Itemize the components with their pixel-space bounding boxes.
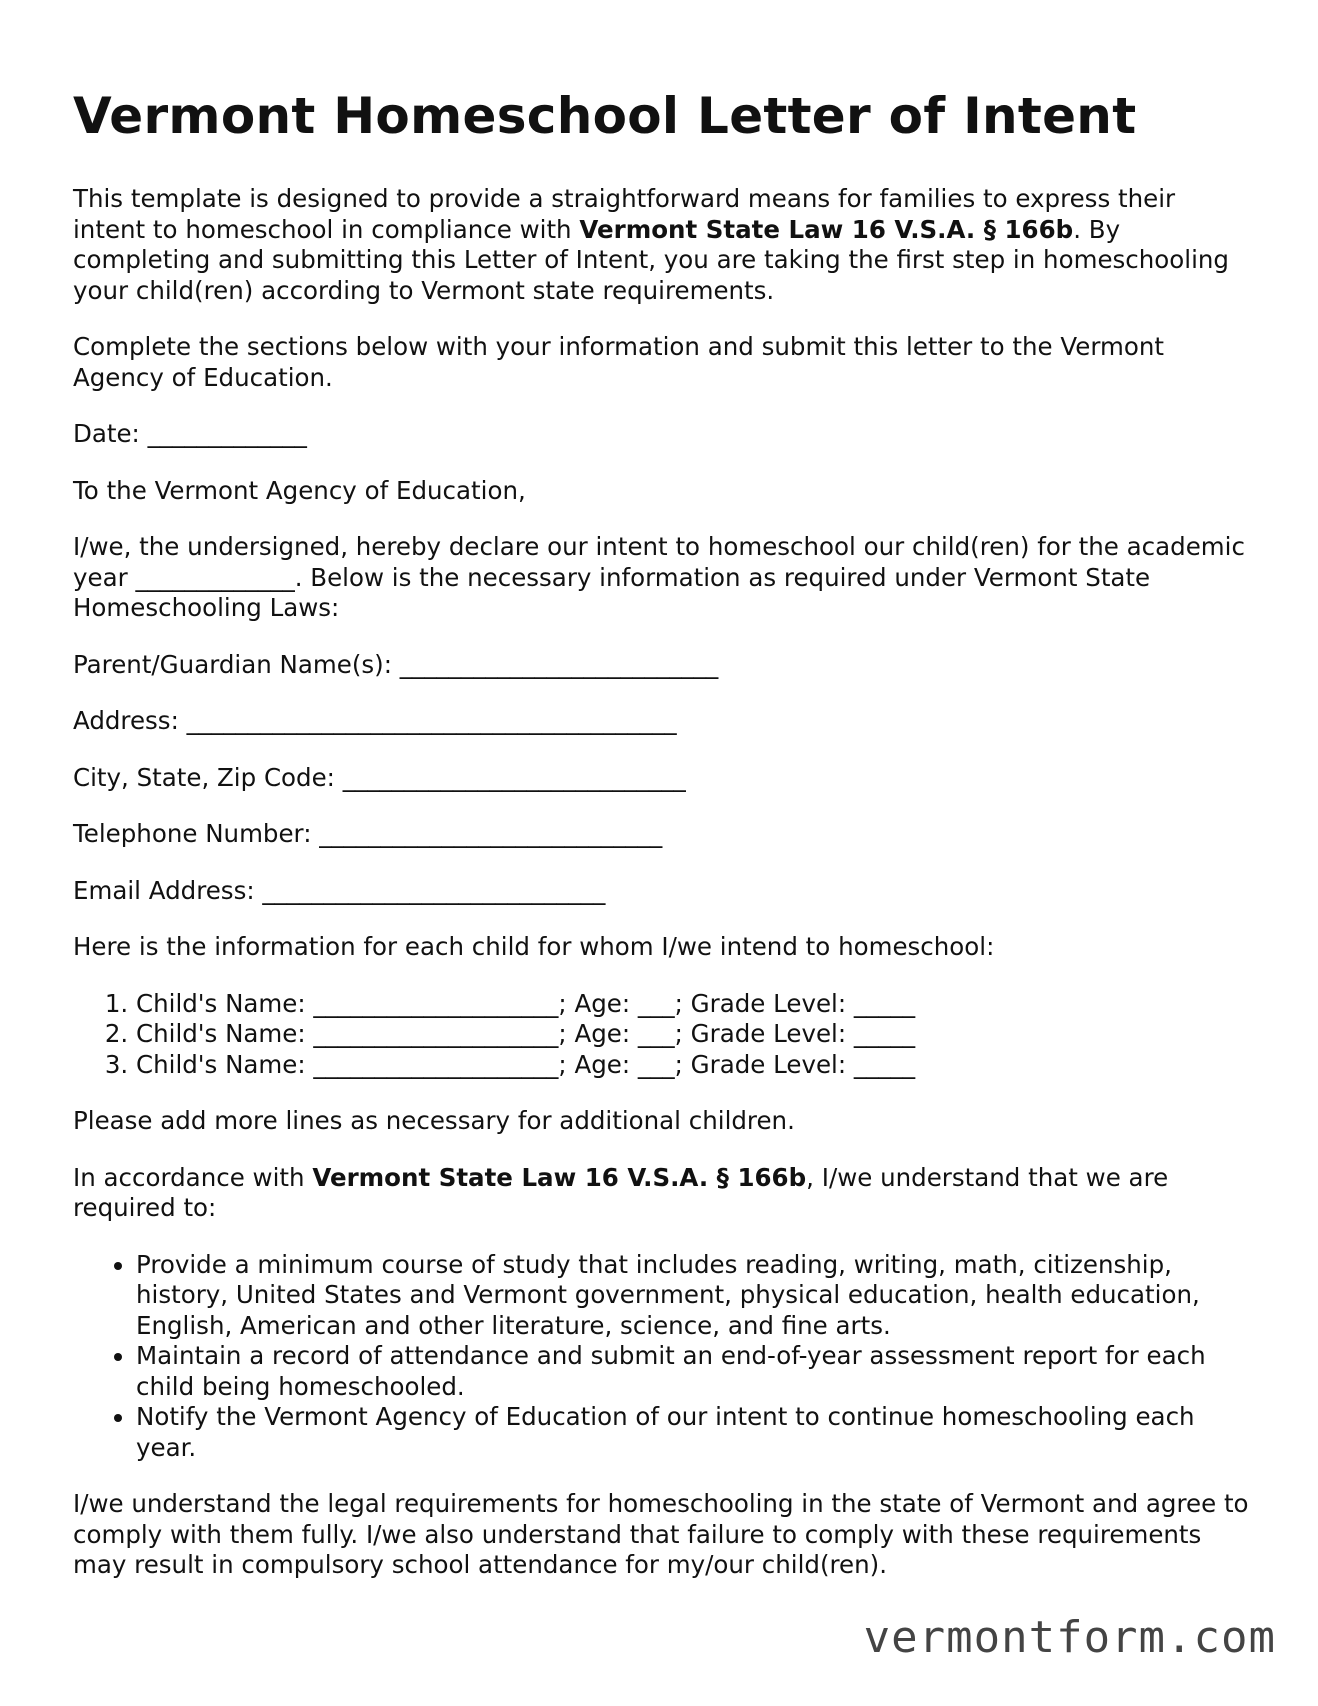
- telephone-field: Telephone Number: ____________________________: [73, 819, 663, 848]
- requirement-item: • Maintain a record of attendance and submit an end-of-year assessment report for each child being homeschooled.: [136, 1341, 1253, 1402]
- requirement-item: • Provide a minimum course of study that includes reading, writing, math, citizenship, history, United States and Vermont government, physical education, health education, English, American and other literature, science, and fine arts.: [136, 1250, 1253, 1342]
- document-page: [73, 86, 1253, 1607]
- intro-law-citation: Vermont State Law 16 V.S.A. § 166b: [579, 214, 1074, 244]
- address-field: Address: ________________________________________: [73, 706, 677, 735]
- requirements-list: [73, 1250, 1253, 1464]
- email-field: Email Address: ____________________________: [73, 875, 606, 905]
- more-lines-note: Please add more lines as necessary for additional children.: [73, 1106, 795, 1135]
- requirement-item: • Notify the Vermont Agency of Education of our intent to continue homeschooling each year.: [136, 1402, 1253, 1463]
- children-list: [73, 989, 1253, 1081]
- child-entry: 3. Child's Name: ____________________; Age: ___; Grade Level: _____: [136, 1050, 1253, 1081]
- document-title: Vermont Homeschool Letter of Intent: [73, 87, 1137, 145]
- accordance-text-before-law: In accordance with: [73, 1162, 313, 1192]
- date-line: Date: _____________: [73, 419, 307, 448]
- city-state-zip-field: City, State, Zip Code: ____________________________: [73, 762, 686, 792]
- accordance-text-after-law: , I/we understand that we are required to:: [73, 1162, 1169, 1222]
- guardian-name-field: Parent/Guardian Name(s): __________________________: [73, 649, 719, 679]
- intro-text-before-law: This template is designed to provide a straightforward means for families to express their intent to homeschool in compliance with: [73, 184, 1176, 244]
- accordance-law-citation: Vermont State Law 16 V.S.A. § 166b: [312, 1162, 807, 1192]
- children-intro: Here is the information for each child for whom I/we intend to homeschool:: [73, 932, 995, 961]
- child-entry: 1. Child's Name: ____________________; Age: ___; Grade Level: _____: [136, 989, 1253, 1020]
- declaration-paragraph: I/we, the undersigned, hereby declare our intent to homeschool our child(ren) for the academic year _____________. Below is the necessary information as required under Vermont State Homeschooling Laws:: [73, 532, 1245, 622]
- child-entry: 2. Child's Name: ____________________; Age: ___; Grade Level: _____: [136, 1019, 1253, 1050]
- salutation: To the Vermont Agency of Education,: [73, 475, 526, 505]
- watermark: vermontform.com: [863, 1612, 1276, 1663]
- intro-paragraph: [73, 184, 1253, 306]
- intro-text-after-law: . By completing and submitting this Letter of Intent, you are taking the first step in homeschooling your child(ren) according to Vermont state requirements.: [73, 214, 1229, 305]
- instructions-paragraph: Complete the sections below with your information and submit this letter to the Vermont Agency of Education.: [73, 332, 1164, 392]
- accordance-paragraph: [73, 1163, 1253, 1224]
- closing-paragraph: I/we understand the legal requirements for homeschooling in the state of Vermont and agree to comply with them fully. I/we also understand that failure to comply with these requirements may result in compulsory school attendance for my/our child(ren).: [73, 1489, 1249, 1579]
